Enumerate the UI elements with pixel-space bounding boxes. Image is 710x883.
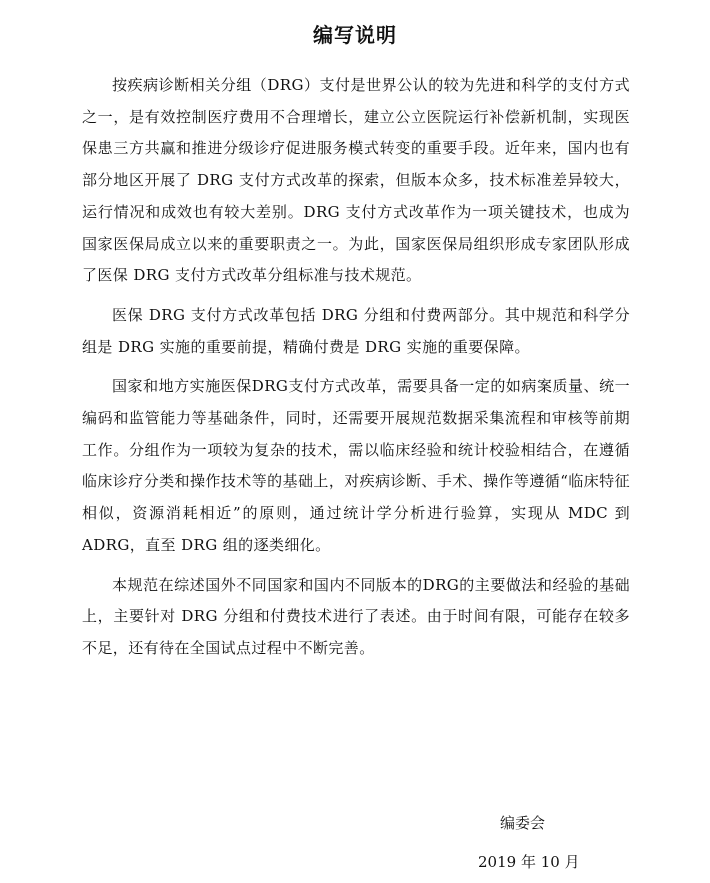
paragraph-components: 医保 DRG 支付方式改革包括 DRG 分组和付费两部分。其中规范和科学分组是 DRG 实施的重要前提，精确付费是 DRG 实施的重要保障。 [82, 305, 630, 356]
paragraph-conditions: 国家和地方实施医保DRG支付方式改革，需要具备一定的如病案质量、统一编码和监管能力等基础条件，同时，还需要开展规范数据采集流程和审核等前期工作。分组作为一项较为复杂的技术，需以临床经验和统计校验相结合，在遵循临床诊疗分类和操作技术等的基础上，对疾病诊断、手术、操作等遵循“临床特征相似，资源消耗相近”的原则，通过统计学分析进行验算，实现从 MDC 到 ADRG，直至 DRG 组的逐类细化。 [82, 377, 630, 554]
paragraph-intro: 按疾病诊断相关分组（DRG）支付是世界公认的较为先进和科学的支付方式之一，是有效控制医疗费用不合理增长，建立公立医院运行补偿新机制，实现医保患三方共赢和推进分级诊疗促进服务模式转变的重要手段。近年来，国内也有部分地区开展了 DRG 支付方式改革的探索，但版本众多，技术标准差异较大，运行情况和成效也有较大差别。DRG 支付方式改革作为一项关键技术，也成为国家医保局成立以来的重要职责之一。为此，国家医保局组织形成专家团队形成了医保 DRG 支付方式改革分组标准与技术规范。 [82, 76, 630, 285]
paragraph-summary: 本规范在综述国外不同国家和国内不同版本的DRG的主要做法和经验的基础上，主要针对 DRG 分组和付费技术进行了表述。由于时间有限，可能存在较多不足，还有待在全国试点过程中不断完善。 [82, 575, 630, 657]
page-title: 编写说明 [313, 23, 397, 47]
document-body [82, 70, 630, 673]
signature-date: 2019 年 10 月 [478, 853, 580, 871]
signature-organization: 编委会 [500, 814, 546, 832]
